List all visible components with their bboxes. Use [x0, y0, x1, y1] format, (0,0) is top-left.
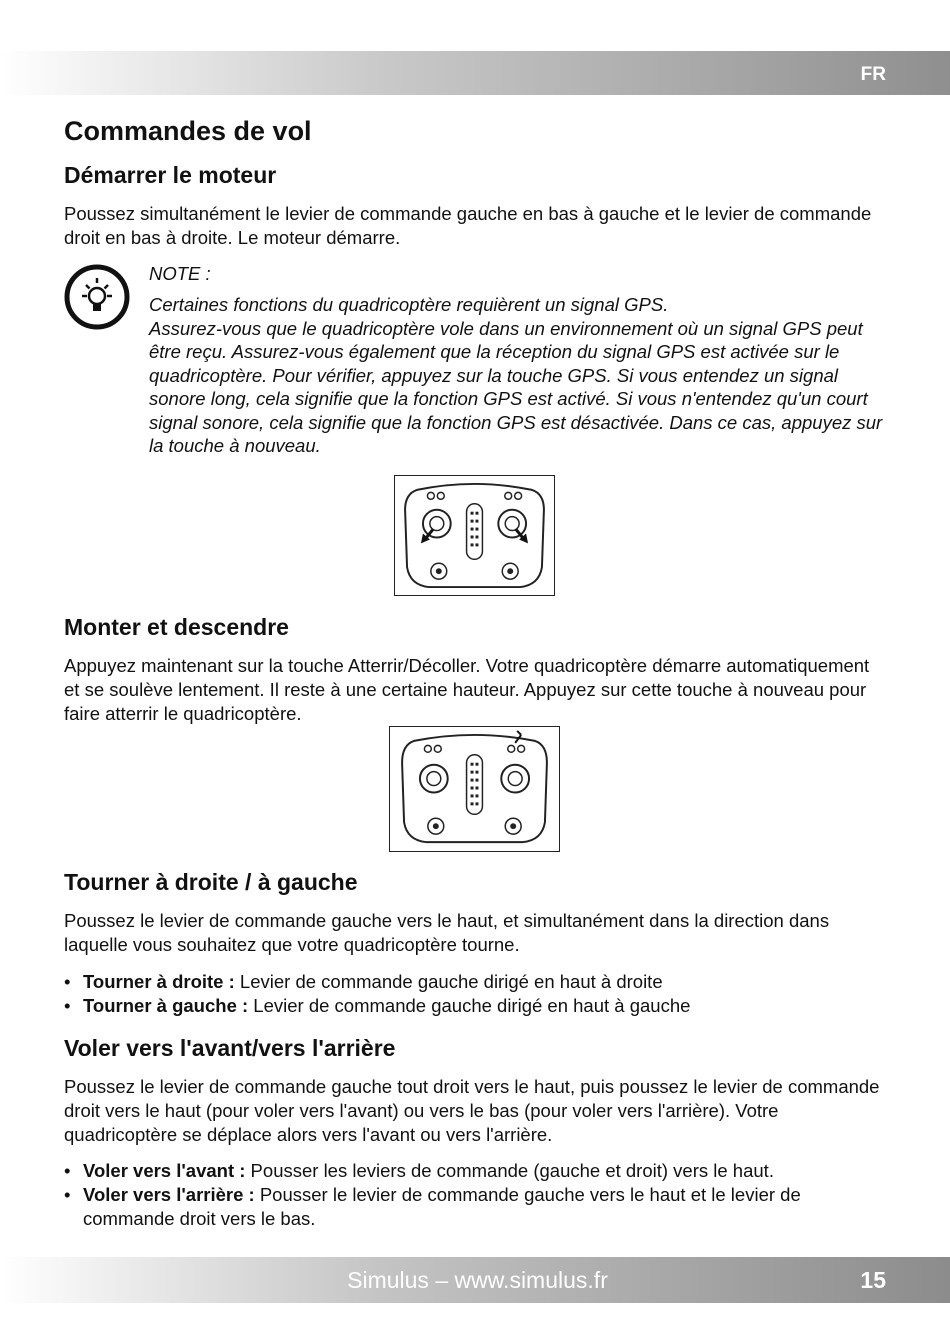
note-label: NOTE :: [149, 263, 211, 284]
controller-figure-takeoff: [389, 726, 560, 852]
up-down-text: Appuyez maintenant sur la touche Atterrir/Décoller. Votre quadricoptère démarre automatiquement et se soulève lentement. Il reste à une certaine hauteur. Appuyez sur cette touche à nouveau pour faire atterrir le quadricoptère.: [64, 655, 870, 724]
page-number: 15: [860, 1267, 886, 1293]
list-item: • Tourner à gauche : Levier de commande gauche dirigé en haut à gauche: [64, 994, 894, 1018]
heading-forward-backward: Voler vers l'avant/vers l'arrière: [64, 1035, 396, 1061]
note-line-1: Certaines fonctions du quadricoptère requièrent un signal GPS.: [149, 294, 669, 315]
forward-backward-text: Poussez le levier de commande gauche tout droit vers le haut, puis poussez le levier de commande droit vers le haut (pour voler vers l'avant) ou vers le bas (pour voler vers l'arrière). Votre quadricoptère se déplace alors vers l'avant ou vers l'arrière.: [64, 1076, 880, 1145]
list-item: • Voler vers l'avant : Pousser les leviers de commande (gauche et droit) vers le haut.: [64, 1159, 894, 1183]
lightbulb-icon: [64, 264, 130, 330]
page-title: Commandes de vol: [64, 116, 312, 146]
heading-up-down: Monter et descendre: [64, 614, 289, 640]
turn-list: [64, 970, 894, 1018]
start-engine-text: Poussez simultanément le levier de commande gauche en bas à gauche et le levier de commande droit en bas à droite. Le moteur démarre.: [64, 203, 872, 248]
footer-bar: [0, 1257, 950, 1303]
note-body: Assurez-vous que le quadricoptère vole dans un environnement où un signal GPS peut être reçu. Assurez-vous également que la réception du signal GPS est activée sur le quadricoptère. Pour vérifier, appuyez sur la touche GPS. Si vous entendez un signal sonore long, cela signifie que la fonction GPS est activé. Si vous n'entendez qu'un court signal sonore, cela signifie que la fonction GPS est désactivée. Dans ce cas, appuyez sur la touche à nouveau.: [149, 317, 883, 456]
note-block: [149, 263, 889, 458]
heading-start-engine: Démarrer le moteur: [64, 162, 277, 188]
language-label: FR: [860, 64, 886, 85]
list-item: • Tourner à droite : Levier de commande gauche dirigé en haut à droite: [64, 970, 894, 994]
list-item: • Voler vers l'arrière : Pousser le levier de commande gauche vers le haut et le levier de commande droit vers le bas.: [64, 1183, 894, 1231]
controller-figure-start-engine: [394, 475, 555, 596]
footer-site: Simulus – www.simulus.fr: [347, 1267, 608, 1293]
forward-backward-list: [64, 1159, 894, 1231]
turn-text: Poussez le levier de commande gauche vers le haut, et simultanément dans la direction dans laquelle vous souhaitez que votre quadricoptère tourne.: [64, 910, 830, 955]
header-bar: [0, 51, 950, 95]
heading-turn: Tourner à droite / à gauche: [64, 869, 358, 895]
